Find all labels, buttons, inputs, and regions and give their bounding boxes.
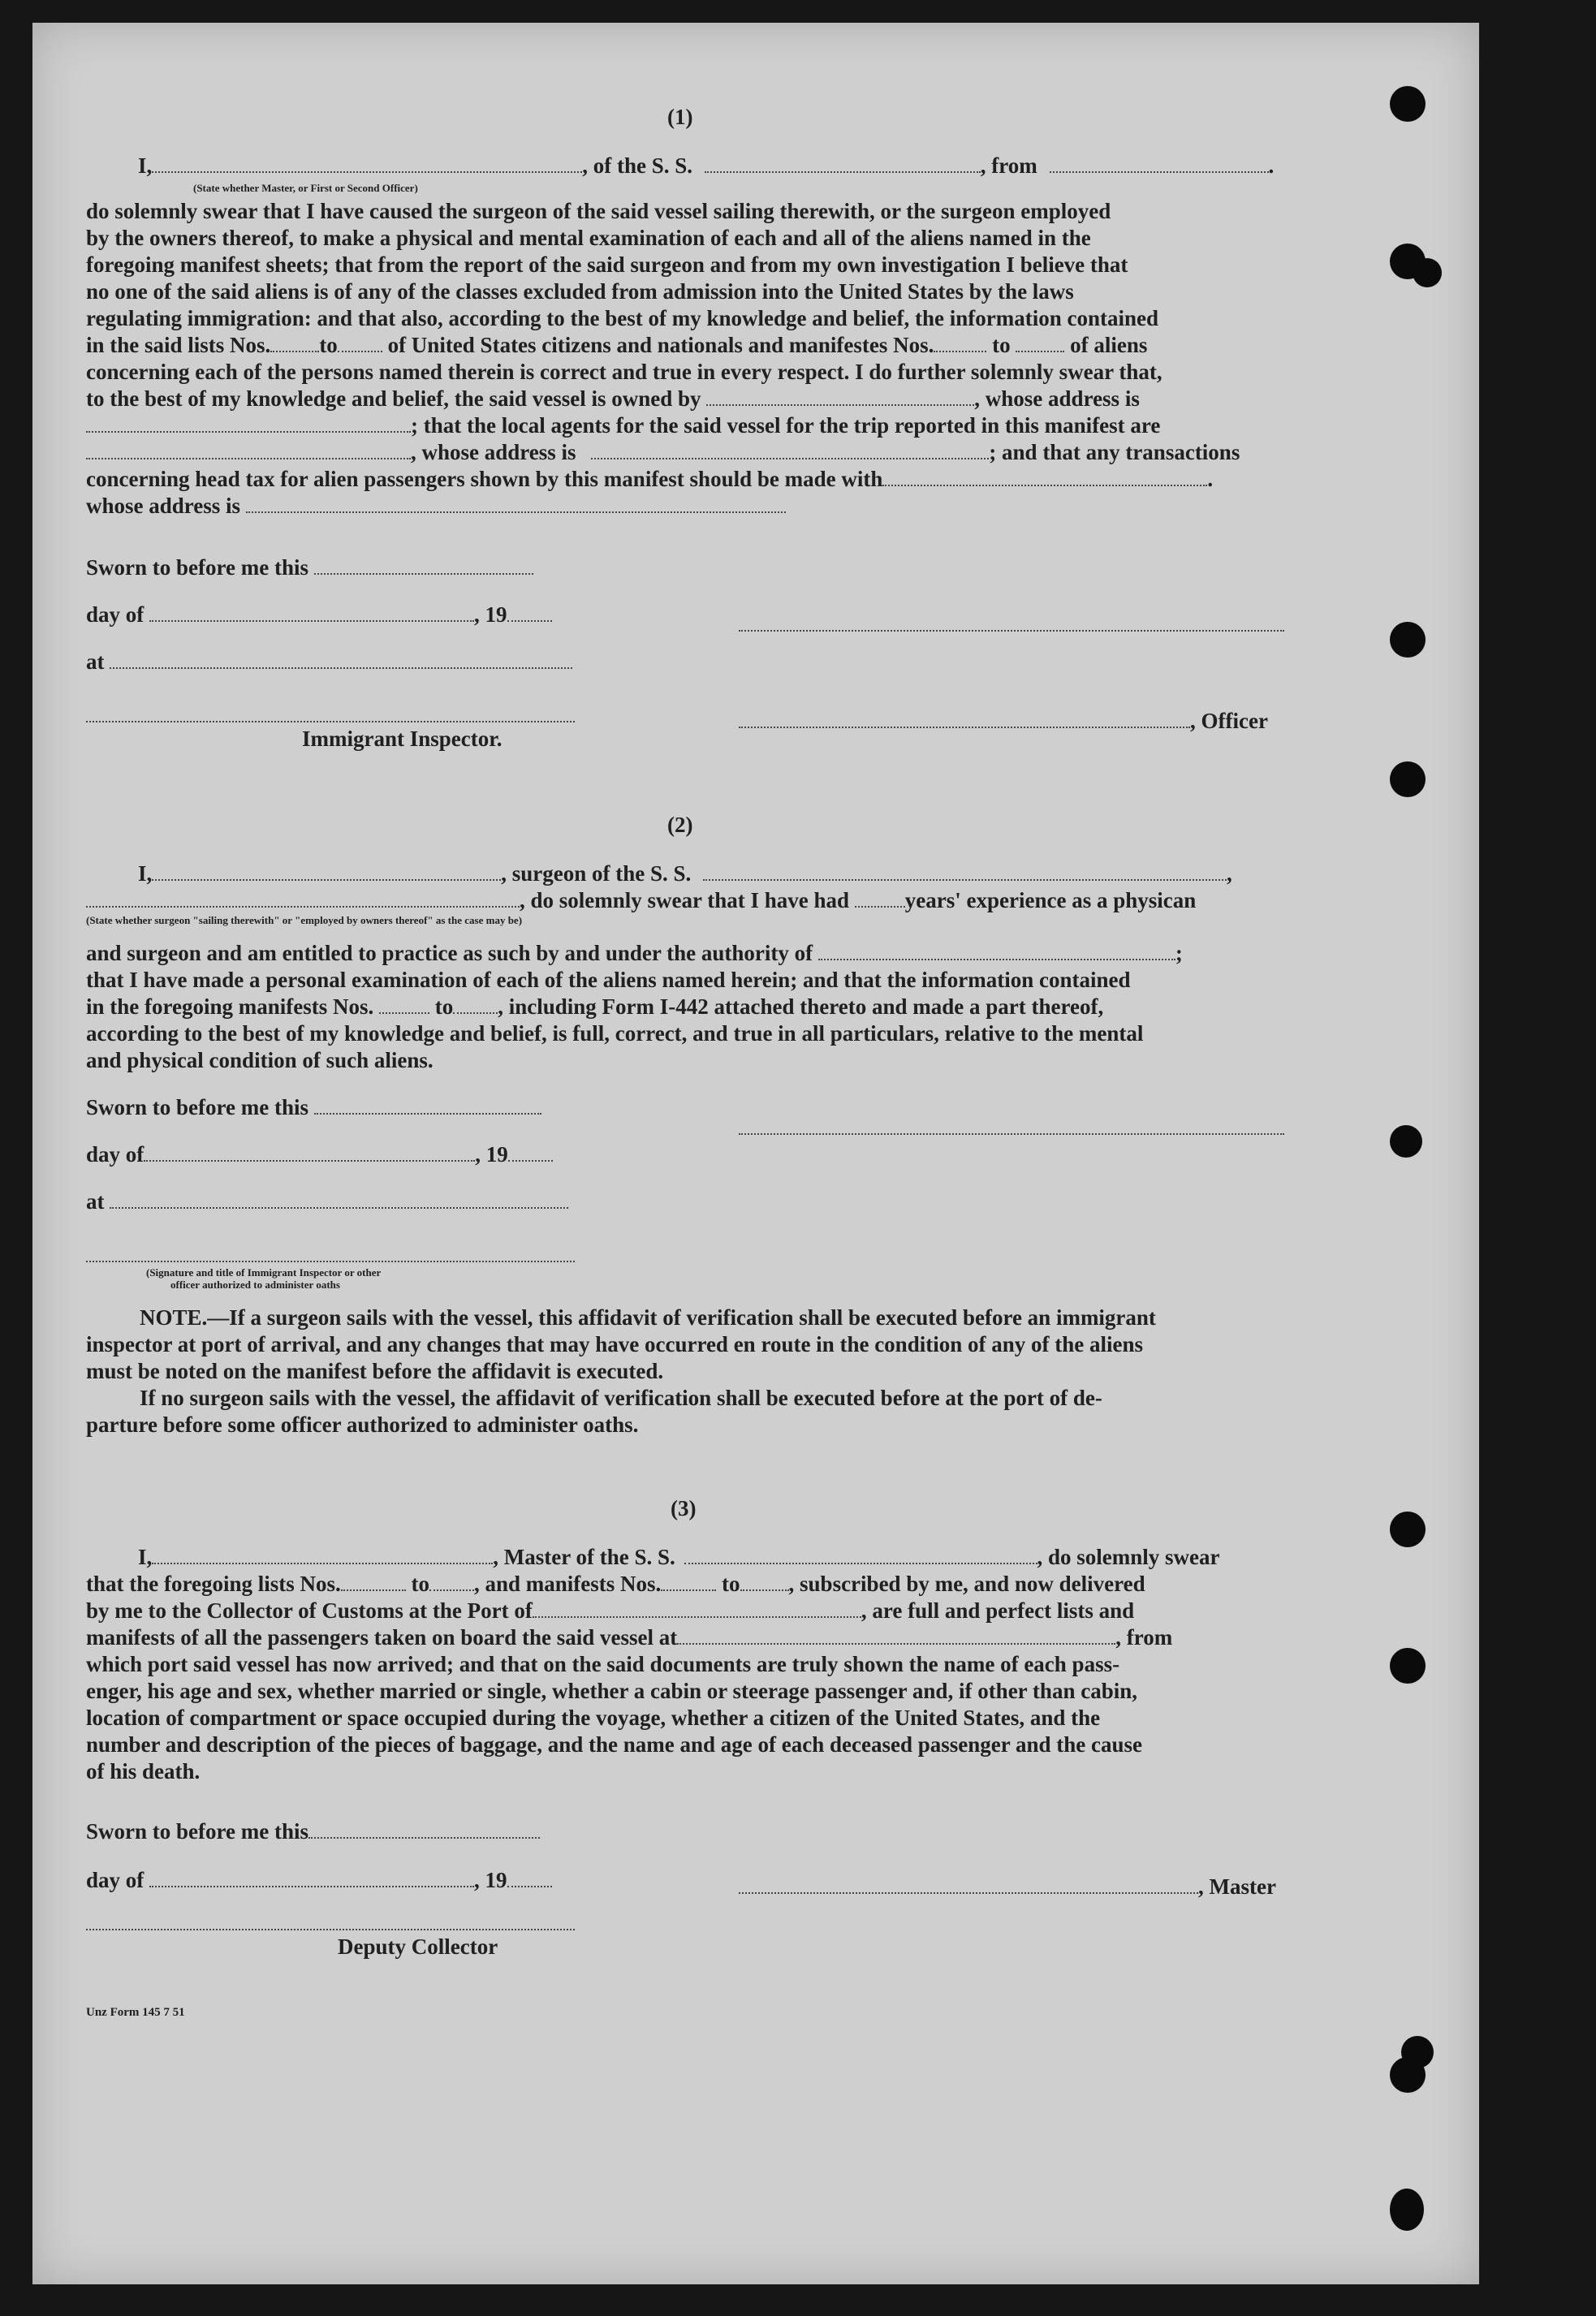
section-3-number: (3) (671, 1496, 697, 1520)
s1-inspector-line[interactable] (86, 721, 575, 722)
note-line: parture before some officer authorized to administer oaths. (86, 1412, 639, 1437)
form-page (32, 23, 1479, 2284)
s3-manifests-to-field[interactable] (740, 1573, 789, 1591)
s3-port-line: by me to the Collector of Customs at the Port of , are full and perfect lists and (86, 1598, 1135, 1623)
s1-body-line: foregoing manifest sheets; that from the report of the said surgeon and from my own investigation I believe that (86, 252, 1128, 277)
vessel-name-field[interactable] (705, 155, 981, 173)
s1-agents-line: ; that the local agents for the said vessel for the trip reported in this manifest are (86, 412, 1160, 439)
s3-master-signature: , Master (739, 1874, 1276, 1900)
s1-year-field[interactable] (507, 604, 552, 622)
s2-line-1: I, , surgeon of the S. S. , (138, 861, 1232, 886)
s2-manifests-to-field[interactable] (453, 996, 498, 1014)
binder-hole (1390, 1125, 1422, 1158)
s1-day: day of , 19 (86, 602, 552, 628)
manifests-to-field[interactable] (1016, 334, 1064, 352)
s1-at-field[interactable] (110, 651, 572, 669)
s3-port-field[interactable] (533, 1600, 861, 1618)
s3-day-field[interactable] (149, 1870, 474, 1887)
s2-authority-line: and surgeon and am entitled to practice as such by and under the authority of ; (86, 941, 1183, 965)
s3-lists-from-field[interactable] (341, 1573, 406, 1591)
binder-hole (1413, 258, 1442, 287)
s3-body-line: which port said vessel has now arrived; and that on the said documents are truly shown the name of each pass- (86, 1652, 1120, 1676)
binder-hole (1390, 86, 1426, 122)
s2-body-line: that I have made a personal examination of each of the aliens named herein; and that the information contained (86, 968, 1131, 992)
s3-deputy-line[interactable] (86, 1929, 575, 1930)
s2-years-field[interactable] (855, 890, 905, 908)
owner-field[interactable] (706, 388, 974, 406)
s1-sworn: Sworn to before me this (86, 554, 533, 581)
binder-hole (1390, 1512, 1426, 1547)
binder-hole (1390, 1648, 1426, 1684)
s2-year-field[interactable] (508, 1144, 553, 1162)
s3-deputy-label: Deputy Collector (338, 1934, 498, 1959)
s1-officer-line: , Officer (739, 708, 1268, 735)
s1-signature-line[interactable] (739, 630, 1284, 632)
manifests-from-field[interactable] (934, 334, 986, 352)
s1-agents-address-line: , whose address is ; and that any transactions (86, 439, 1240, 466)
s2-sailing-field[interactable] (86, 890, 520, 908)
s1-body-line: by the owners thereof, to make a physical and mental examination of each and all of the aliens named in the (86, 226, 1091, 250)
s2-body-line: and physical condition of such aliens. (86, 1048, 434, 1072)
s3-sworn-date-field[interactable] (308, 1821, 540, 1839)
binder-hole (1390, 622, 1426, 658)
headtax-agent-field[interactable] (882, 468, 1207, 486)
binder-hole (1390, 2189, 1424, 2231)
section-1-number: (1) (667, 105, 693, 129)
s3-sworn: Sworn to before me this (86, 1818, 540, 1845)
s2-sig-note: (Signature and title of Immigrant Inspector or other (146, 1266, 382, 1279)
s2-authority-field[interactable] (818, 942, 1175, 960)
binder-hole (1390, 761, 1426, 797)
s3-body-line: number and description of the pieces of baggage, and the name and age of each deceased passenger and the cause (86, 1732, 1143, 1757)
s2-manifests-from-field[interactable] (379, 996, 429, 1014)
s3-year-field[interactable] (507, 1870, 552, 1887)
s3-line-1: I, , Master of the S. S. , do solemnly swear (138, 1545, 1220, 1569)
s3-master-field[interactable] (739, 1876, 1198, 1894)
s2-line-2: , do solemnly swear that I have had years' experience as a physican (86, 887, 1196, 914)
s2-vessel-field[interactable] (703, 863, 1227, 881)
s1-day-field[interactable] (149, 604, 474, 622)
note-line: NOTE.—If a surgeon sails with the vessel, this affidavit of verification shall be executed before an immigrant (140, 1305, 1156, 1330)
s1-whose-line: whose address is (86, 493, 786, 520)
agents-address-field[interactable] (591, 442, 989, 459)
from-port-field[interactable] (1050, 155, 1269, 173)
s2-sworn-date-field[interactable] (314, 1097, 541, 1115)
note-line: inspector at port of arrival, and any changes that may have occurred en route in the condition of any of the aliens (86, 1332, 1143, 1356)
s1-headtax-line: concerning head tax for alien passengers shown by this manifest should be made with . (86, 467, 1214, 491)
s3-boarded-line: manifests of all the passengers taken on board the said vessel at , from (86, 1625, 1173, 1650)
s1-lists-line: in the said lists Nos. to of United States citizens and nationals and manifestes Nos. to of aliens (86, 333, 1148, 357)
s3-vessel-field[interactable] (684, 1546, 1037, 1564)
s2-surgeon-note: (State whether surgeon "sailing therewith" or "employed by owners thereof" as the case may be) (86, 914, 523, 926)
s1-body-line: concerning each of the persons named therein is correct and true in every respect. I do further solemnly swear that, (86, 360, 1162, 384)
form-number: Unz Form 145 7 51 (86, 2006, 185, 2019)
s2-inspector-line[interactable] (86, 1261, 575, 1262)
s2-manifests-line: in the foregoing manifests Nos. to , including Form I-442 attached thereto and made a part thereof, (86, 994, 1104, 1019)
s2-sig-note: officer authorized to administer oaths (170, 1279, 340, 1291)
note-line: must be noted on the manifest before the affidavit is executed. (86, 1359, 664, 1383)
s3-day: day of , 19 (86, 1867, 552, 1894)
s3-master-name-field[interactable] (152, 1546, 493, 1564)
lists-to-field[interactable] (338, 334, 382, 352)
agents-field[interactable] (86, 442, 411, 459)
s2-at: at (86, 1188, 568, 1215)
s2-day: day of , 19 (86, 1141, 553, 1168)
s1-at: at (86, 649, 572, 675)
s3-manifests-from-field[interactable] (661, 1573, 716, 1591)
s2-body-line: according to the best of my knowledge and belief, is full, correct, and true in all particulars, relative to the mental (86, 1021, 1144, 1046)
s3-body-line: location of compartment or space occupied during the voyage, whether a citizen of the United States, and the (86, 1706, 1101, 1730)
s1-body-line: no one of the said aliens is of any of the classes excluded from admission into the United States by the laws (86, 279, 1074, 304)
headtax-address-field[interactable] (246, 495, 786, 513)
lists-from-field[interactable] (270, 334, 319, 352)
s3-boarded-field[interactable] (677, 1627, 1115, 1645)
s2-at-field[interactable] (110, 1191, 568, 1209)
s2-day-field[interactable] (144, 1144, 475, 1162)
s2-signature-line[interactable] (739, 1133, 1284, 1135)
s1-sworn-date-field[interactable] (314, 557, 533, 575)
s1-officer-field[interactable] (739, 710, 1190, 728)
s2-surgeon-name-field[interactable] (152, 863, 501, 881)
note-line: If no surgeon sails with the vessel, the affidavit of verification shall be executed before at the port of de- (140, 1386, 1102, 1410)
s3-body-line: enger, his age and sex, whether married or single, whether a cabin or steerage passenger and, if other than cabin, (86, 1679, 1137, 1703)
s1-inspector-label: Immigrant Inspector. (302, 727, 503, 751)
s2-sworn: Sworn to before me this (86, 1094, 541, 1121)
s1-owner-line: to the best of my knowledge and belief, the said vessel is owned by , whose address is (86, 386, 1140, 411)
s3-body-line: of his death. (86, 1759, 201, 1783)
master-name-field[interactable] (152, 155, 582, 173)
s3-lists-to-field[interactable] (429, 1573, 474, 1591)
s3-lists-line: that the foregoing lists Nos. to , and manifests Nos. to , subscribed by me, and now delivered (86, 1572, 1145, 1596)
s1-body-line: regulating immigration: and that also, according to the best of my knowledge and belief, the information contained (86, 306, 1158, 330)
section-2-number: (2) (667, 813, 693, 837)
s1-body-line: do solemnly swear that I have caused the surgeon of the said vessel sailing therewith, or the surgeon employed (86, 199, 1111, 223)
s1-line-1: I, , of the S. S. , from . (138, 153, 1275, 178)
master-note: (State whether Master, or First or Second Officer) (193, 182, 418, 194)
binder-hole (1390, 2057, 1426, 2093)
owner-address-field[interactable] (86, 415, 411, 433)
